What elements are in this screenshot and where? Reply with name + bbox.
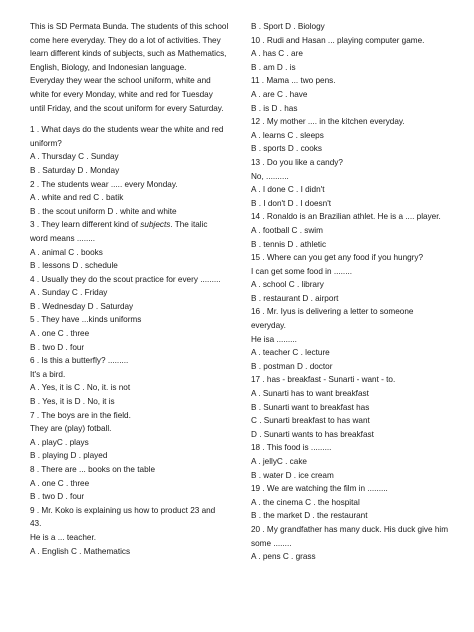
answer-options: A . animal C . books — [30, 247, 103, 257]
answer-option: C . Sunarti breakfast to has want — [251, 416, 370, 426]
answer-options: B . lessons D . schedule — [30, 261, 118, 271]
answer-option: D . Sunarti wants to has breakfast — [251, 429, 374, 439]
question-7-cont: They are (play) fotball. — [30, 424, 112, 434]
question-1-cont: uniform? — [30, 138, 62, 148]
answer-options: B . postman D . doctor — [251, 361, 333, 371]
answer-options: B . two D . four — [30, 492, 85, 502]
answer-options: A . are C . have — [251, 89, 308, 99]
question-19: 19 . We are watching the film in ......... — [251, 484, 388, 494]
answer-options: B . two D . four — [30, 342, 85, 352]
right-column — [251, 20, 466, 564]
passage-line: until Friday, and the scout uniform for every Saturday. — [30, 103, 224, 113]
question-15-cont: I can get some food in ........ — [251, 266, 353, 276]
question-20: 20 . My grandfather has many duck. His duck give him — [251, 524, 449, 534]
question-3-cont: word means ........ — [30, 233, 96, 243]
question-6: 6 . Is this a butterfly? ......... — [30, 356, 129, 366]
answer-options: B . sports D . cooks — [251, 144, 322, 154]
answer-options: B . water D . ice cream — [251, 470, 334, 480]
question-4: 4 . Usually they do the scout practice for every ......... — [30, 274, 221, 284]
answer-options: A . the cinema C . the hospital — [251, 497, 360, 507]
answer-options: A . English C . Mathematics — [30, 546, 131, 556]
answer-options: A . I done C . I didn't — [251, 185, 325, 195]
question-11: 11 . Mama ... two pens. — [251, 76, 336, 86]
question-2: 2 . The students wear ..... every Monday. — [30, 179, 178, 189]
answer-options: B . the scout uniform D . white and white — [30, 206, 177, 216]
question-7: 7 . The boys are in the field. — [30, 410, 131, 420]
answer-options: B . restaurant D . airport — [251, 293, 339, 303]
question-3-text: 3 . They learn different kind of — [30, 220, 141, 230]
question-3-tail: . The italic — [170, 220, 208, 230]
answer-options: B . Yes, it is D . No, it is — [30, 397, 115, 407]
passage-line: white for every Monday, white and red for Tuesday — [30, 89, 213, 99]
question-1: 1 . What days do the students wear the white and red — [30, 125, 224, 135]
question-16-cont: He isa ......... — [251, 334, 297, 344]
answer-options: B . the market D . the restaurant — [251, 511, 368, 521]
question-12: 12 . My mother .... in the kitchen everyday. — [251, 117, 405, 127]
answer-options: B . Saturday D . Monday — [30, 165, 120, 175]
answer-options: A . one C . three — [30, 478, 90, 488]
spacer — [30, 115, 245, 123]
question-5: 5 . They have ...kinds uniforms — [30, 315, 142, 325]
reading-passage — [30, 20, 245, 115]
passage-line: English, Biology, and Indonesian language. — [30, 62, 187, 72]
answer-option: B . Sunarti want to breakfast has — [251, 402, 370, 412]
answer-options: A . white and red C . batik — [30, 193, 124, 203]
passage-line: learn different kinds of subjects, such as Mathematics, — [30, 49, 227, 59]
answer-options: B . Sport D . Biology — [251, 22, 325, 31]
question-9: 9 . Mr. Koko is explaining us how to product 23 and — [30, 505, 216, 515]
question-9-cont: 43. — [30, 519, 42, 529]
question-15: 15 . Where can you get any food if you hungry? — [251, 253, 424, 263]
answer-options: B . playing D . played — [30, 451, 108, 461]
answer-options: A . football C . swim — [251, 225, 323, 235]
question-17: 17 . has - breakfast - Sunarti - want - to. — [251, 375, 396, 385]
question-13: 13 . Do you like a candy? — [251, 157, 343, 167]
questions-left — [30, 123, 245, 558]
answer-options: A . teacher C . lecture — [251, 348, 330, 358]
question-3 — [30, 218, 245, 232]
answer-options: A . learns C . sleeps — [251, 130, 324, 140]
answer-options: A . school C . library — [251, 280, 324, 290]
question-16-cont: everyday. — [251, 321, 286, 331]
question-18: 18 . This food is ......... — [251, 443, 332, 453]
answer-options: B . tennis D . athletic — [251, 239, 327, 249]
answer-options: B . am D . is — [251, 62, 296, 72]
question-13-cont: No, .......... — [251, 171, 289, 181]
question-9-cont: He is a ... teacher. — [30, 532, 96, 542]
question-20-cont: some ........ — [251, 538, 292, 548]
answer-options: B . Wednesday D . Saturday — [30, 301, 134, 311]
answer-options: A . has C . are — [251, 49, 303, 59]
left-column — [30, 20, 245, 558]
question-16: 16 . Mr. Iyus is delivering a letter to someone — [251, 307, 414, 317]
question-6-cont: It's a bird. — [30, 369, 66, 379]
answer-option: A . Sunarti has to want breakfast — [251, 389, 369, 399]
answer-options: A . pens C . grass — [251, 552, 316, 562]
question-8: 8 . There are ... books on the table — [30, 465, 156, 474]
passage-line: Everyday they wear the school uniform, white and — [30, 76, 211, 86]
answer-options: A . jellyC . cake — [251, 457, 307, 466]
passage-line: come here everyday. They do a lot of activities. They — [30, 35, 221, 45]
answer-options: A . Sunday C . Friday — [30, 288, 108, 298]
answer-options: B . I don't D . I doesn't — [251, 198, 332, 208]
question-14: 14 . Ronaldo is an Brazilian athlet. He is a .... player. — [251, 212, 441, 222]
italic-word: subjects — [140, 220, 171, 230]
answer-options: A . playC . plays — [30, 437, 89, 447]
answer-options: A . one C . three — [30, 329, 90, 339]
passage-line: This is SD Permata Bunda. The students of this school — [30, 22, 229, 31]
answer-options: A . Yes, it is C . No, it. is not — [30, 383, 131, 393]
question-10: 10 . Rudi and Hasan ... playing computer game. — [251, 35, 425, 45]
answer-options: B . is D . has — [251, 103, 298, 113]
answer-options: A . Thursday C . Sunday — [30, 152, 119, 162]
